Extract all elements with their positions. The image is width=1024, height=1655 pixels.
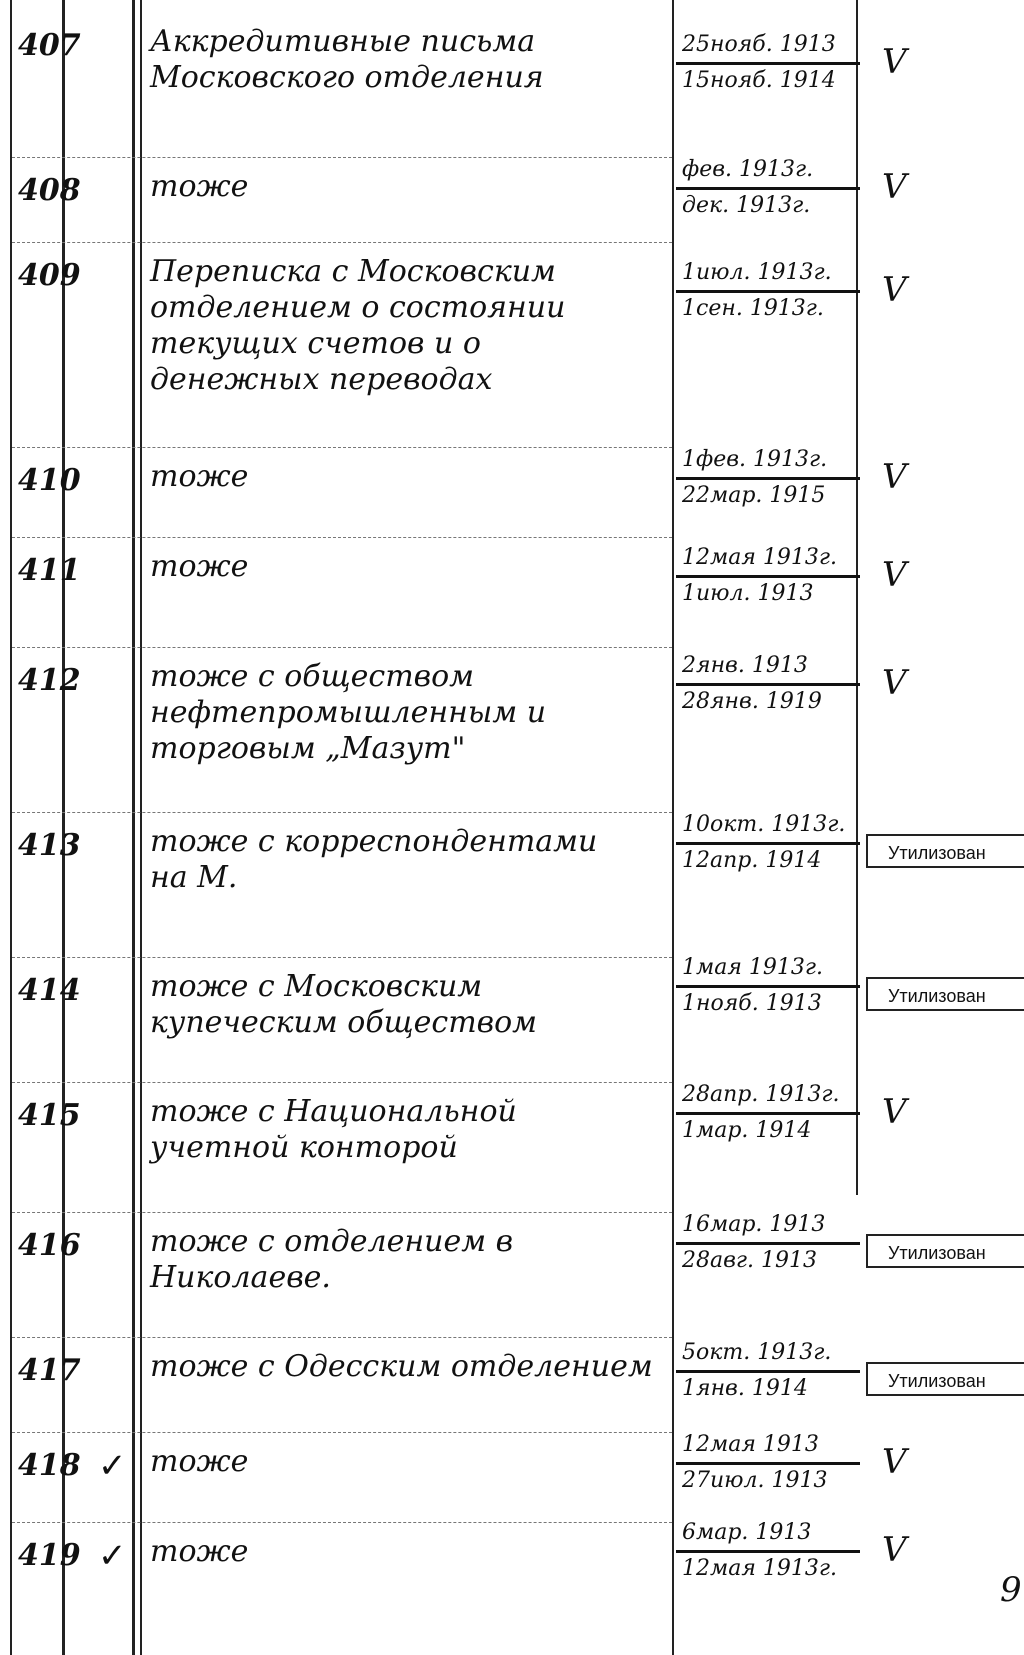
date-end: 1янв. 1914: [682, 1376, 808, 1401]
dates-column-left-line: [672, 0, 674, 1655]
entry-title: тоже с отделением в Николаеве.: [150, 1224, 514, 1295]
entry-title: тоже с Московским купеческим обществом: [150, 969, 538, 1040]
date-end: 1июл. 1913: [682, 581, 814, 606]
check-column-line: [132, 0, 135, 1655]
date-start: 25нояб. 1913: [682, 32, 836, 57]
row-divider: [12, 1212, 672, 1213]
date-start: 10окт. 1913г.: [682, 812, 846, 837]
entry-title: тоже с Национальной учетной конторой: [150, 1094, 517, 1165]
entry-title: Аккредитивные письма Московского отделения: [150, 24, 544, 95]
date-start: 1июл. 1913г.: [682, 260, 832, 285]
entry-title: Переписка с Московским отделением о состоянии текущих счетов и о денежных переводах: [150, 254, 566, 397]
review-mark: V: [882, 270, 907, 310]
date-end: 22мар. 1915: [682, 483, 826, 508]
entry-number: 408: [18, 173, 81, 208]
entry-number: 416: [18, 1228, 81, 1263]
review-mark: V: [882, 457, 907, 497]
entry-number: 413: [18, 828, 81, 863]
date-end: 28авг. 1913: [682, 1248, 818, 1273]
disposal-stamp: Утилизован: [866, 834, 1024, 868]
date-separator: [676, 62, 860, 65]
row-divider: [12, 1337, 672, 1338]
entry-title: тоже с Одесским отделением: [150, 1349, 653, 1384]
date-end: дек. 1913г.: [682, 193, 811, 218]
check-mark: ✓: [98, 1536, 127, 1576]
date-separator: [676, 683, 860, 686]
date-start: 12мая 1913г.: [682, 545, 838, 570]
date-start: 5окт. 1913г.: [682, 1340, 832, 1365]
date-end: 1мар. 1914: [682, 1118, 812, 1143]
date-end: 12апр. 1914: [682, 848, 822, 873]
date-start: 28апр. 1913г.: [682, 1082, 840, 1107]
date-end: 1нояб. 1913: [682, 991, 822, 1016]
date-start: 16мар. 1913: [682, 1212, 826, 1237]
row-divider: [12, 447, 672, 448]
date-separator: [676, 1112, 860, 1115]
date-separator: [676, 187, 860, 190]
date-end: 1сен. 1913г.: [682, 296, 824, 321]
row-divider: [12, 1522, 672, 1523]
date-separator: [676, 1242, 860, 1245]
date-start: 12мая 1913: [682, 1432, 819, 1457]
row-divider: [12, 537, 672, 538]
review-mark: V: [882, 42, 907, 82]
date-end: 12мая 1913г.: [682, 1556, 838, 1581]
date-end: 28янв. 1919: [682, 689, 822, 714]
date-start: 6мар. 1913: [682, 1520, 812, 1545]
entry-number: 417: [18, 1353, 81, 1388]
entry-number: 414: [18, 973, 81, 1008]
date-start: 2янв. 1913: [682, 653, 808, 678]
date-end: 15нояб. 1914: [682, 68, 836, 93]
entry-title: тоже: [150, 549, 249, 584]
row-divider: [12, 812, 672, 813]
disposal-stamp: Утилизован: [866, 1234, 1024, 1268]
date-start: фев. 1913г.: [682, 157, 814, 182]
row-divider: [12, 647, 672, 648]
entry-title: тоже с корреспондентами на М.: [150, 824, 598, 895]
review-mark: V: [882, 663, 907, 703]
date-separator: [676, 575, 860, 578]
date-end: 27июл. 1913: [682, 1468, 828, 1493]
entry-number: 419: [18, 1538, 81, 1573]
entry-number: 418: [18, 1448, 81, 1483]
entry-number: 407: [18, 28, 81, 63]
date-separator: [676, 842, 860, 845]
entry-number: 411: [18, 553, 81, 588]
date-separator: [676, 290, 860, 293]
entry-number: 412: [18, 663, 81, 698]
corner-number: 9: [1000, 1570, 1022, 1610]
review-mark: V: [882, 1442, 907, 1482]
review-mark: V: [882, 555, 907, 595]
entry-title: тоже: [150, 169, 249, 204]
row-divider: [12, 242, 672, 243]
row-divider: [12, 157, 672, 158]
date-separator: [676, 1462, 860, 1465]
row-divider: [12, 1432, 672, 1433]
date-separator: [676, 1370, 860, 1373]
dates-column-right-line: [856, 0, 858, 1195]
date-separator: [676, 477, 860, 480]
entry-number: 415: [18, 1098, 81, 1133]
entry-title: тоже: [150, 1534, 249, 1569]
review-mark: V: [882, 1092, 907, 1132]
entry-number: 410: [18, 463, 81, 498]
disposal-stamp: Утилизован: [866, 1362, 1024, 1396]
entry-title: тоже: [150, 1444, 249, 1479]
row-divider: [12, 1082, 672, 1083]
date-separator: [676, 985, 860, 988]
review-mark: V: [882, 1530, 907, 1570]
date-separator: [676, 1550, 860, 1553]
review-mark: V: [882, 167, 907, 207]
date-start: 1мая 1913г.: [682, 955, 824, 980]
check-mark: ✓: [98, 1446, 127, 1486]
disposal-stamp: Утилизован: [866, 977, 1024, 1011]
row-divider: [12, 957, 672, 958]
title-column-line: [140, 0, 142, 1655]
entry-number: 409: [18, 258, 81, 293]
left-border-line: [10, 0, 12, 1655]
entry-title: тоже: [150, 459, 249, 494]
entry-title: тоже с обществом нефтепромышленным и торговым „Мазут": [150, 659, 547, 766]
date-start: 1фев. 1913г.: [682, 447, 828, 472]
